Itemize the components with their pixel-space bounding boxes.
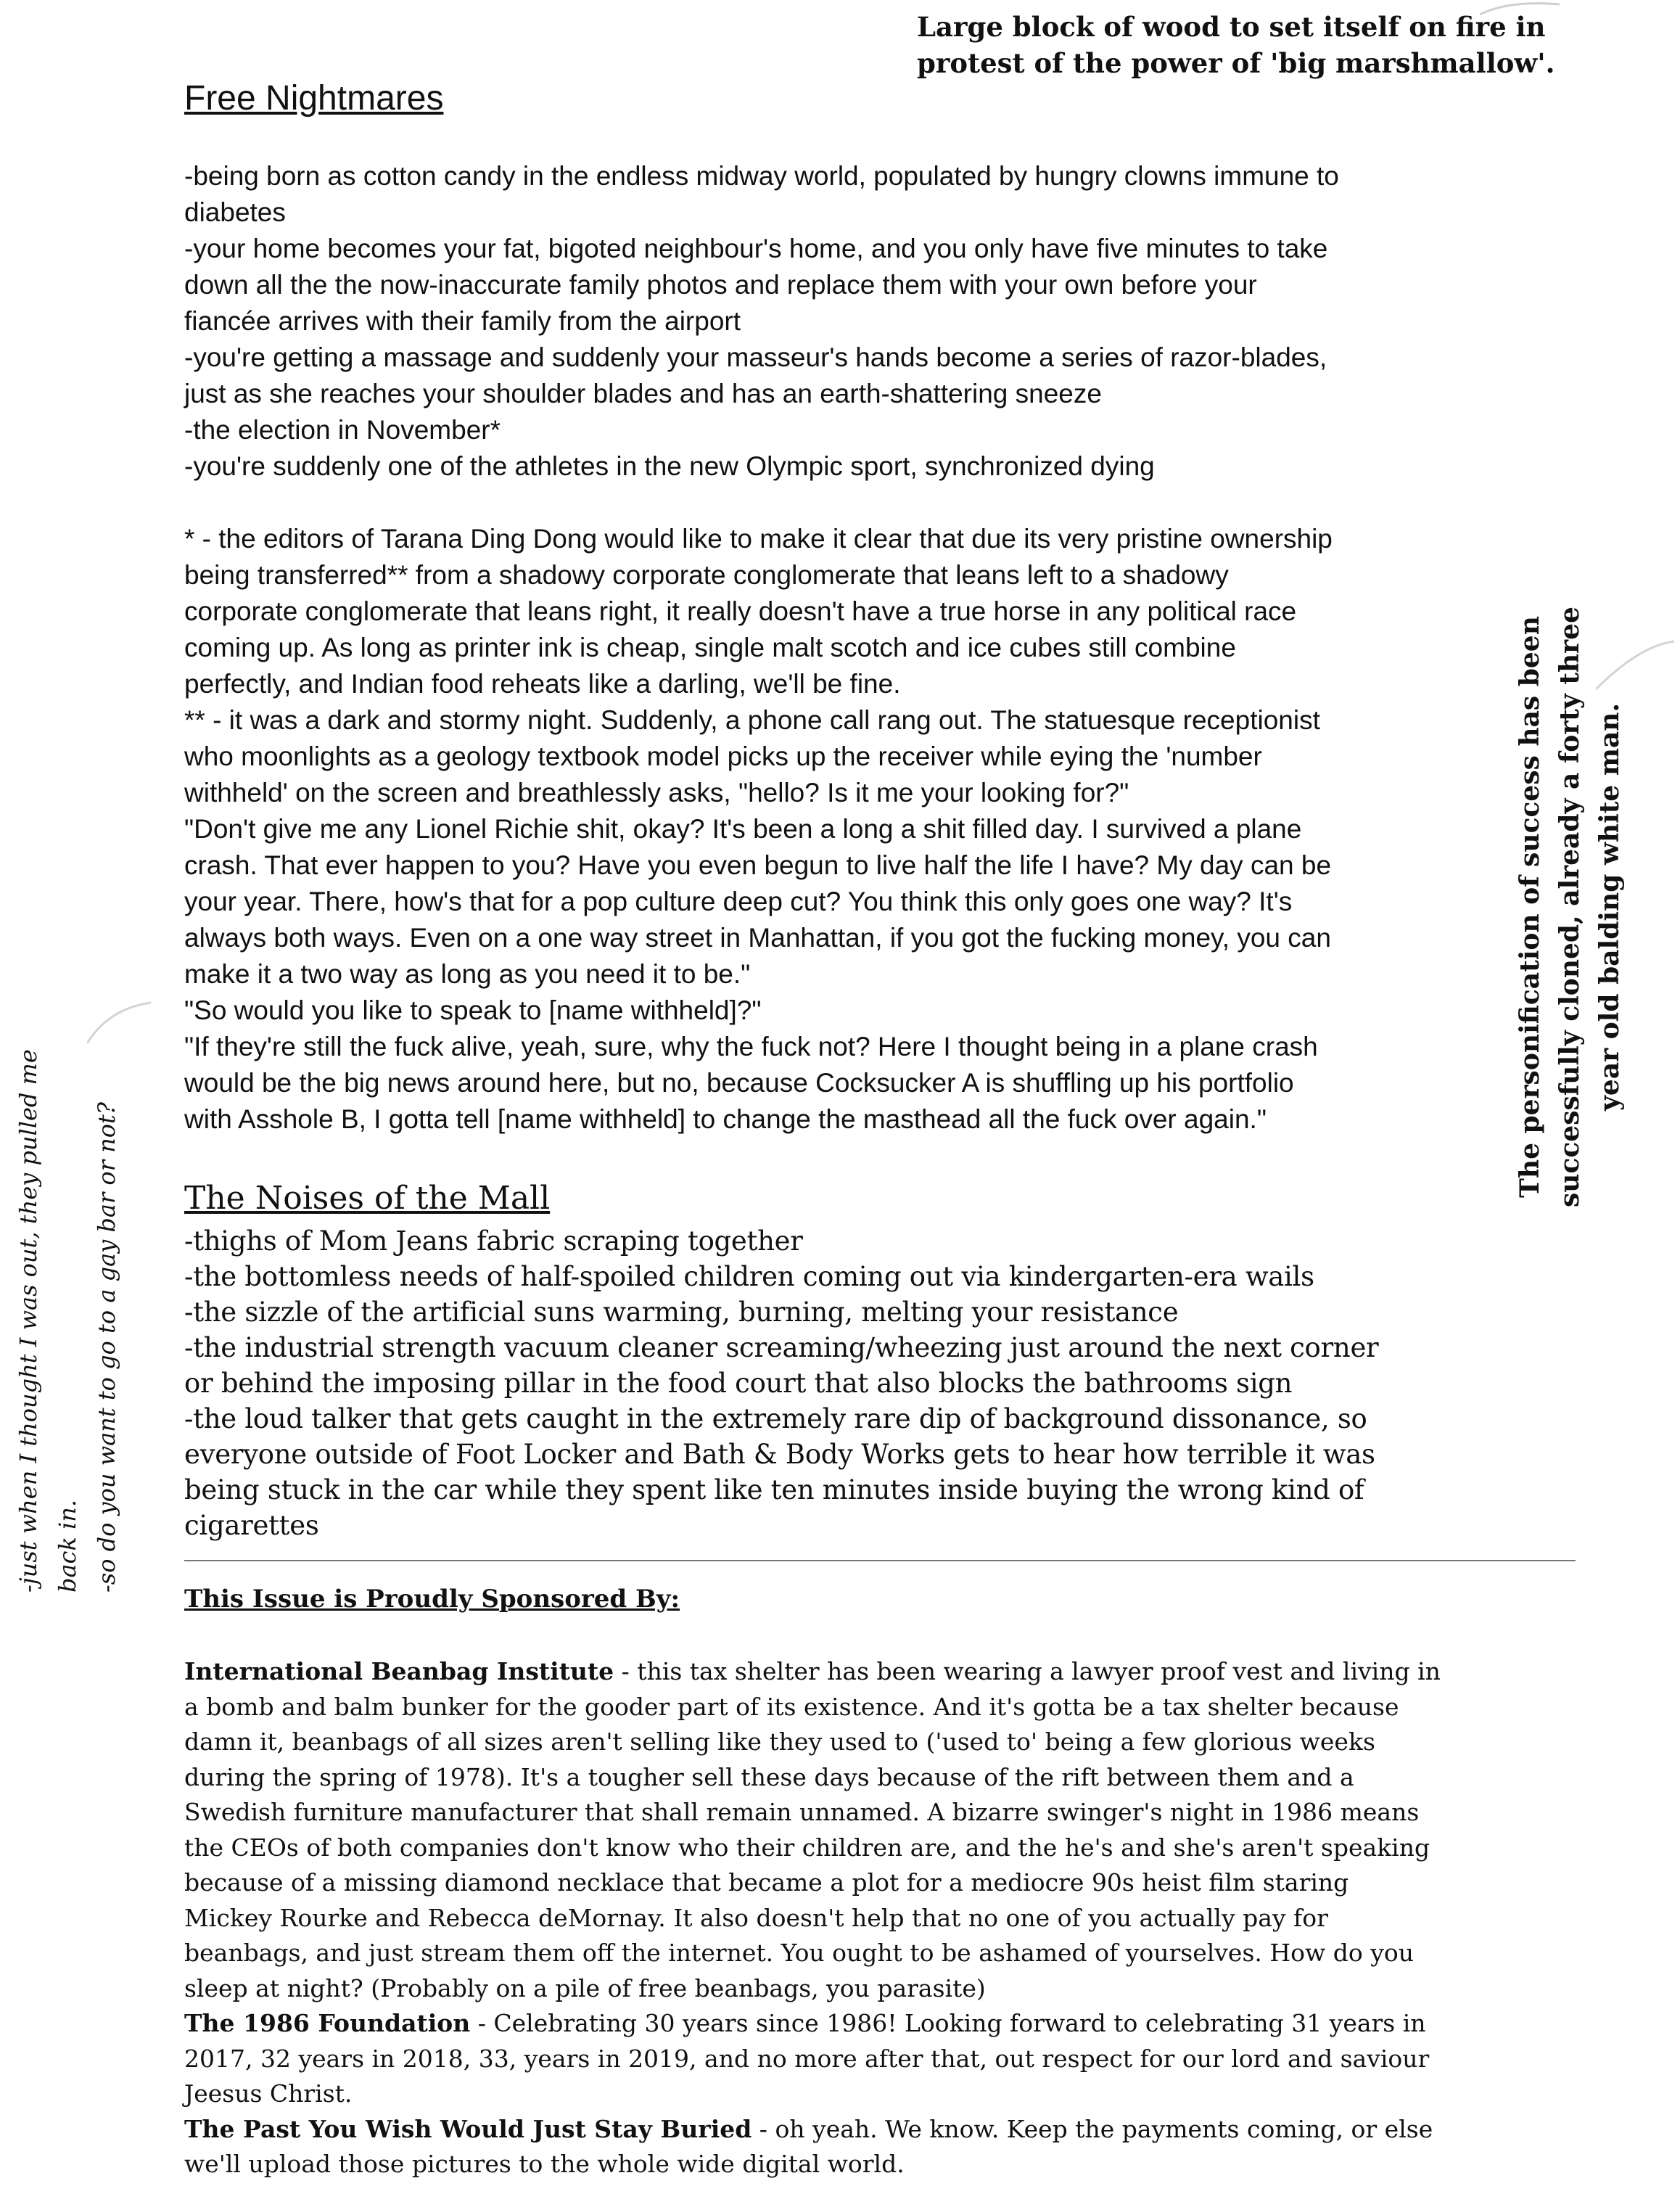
footnote-line: ** - it was a dark and stormy night. Suddenly, a phone call rang out. The statuesque receptionist xyxy=(184,705,1320,735)
footnote-line: perfectly, and Indian food reheats like a darling, we'll be fine. xyxy=(184,669,901,699)
sponsor-line: 2017, 32 years in 2018, 33, years in 2019, and no more after that, out respect for our lord and saviour xyxy=(184,2044,1430,2073)
footnote-line: "If they're still the fuck alive, yeah, sure, why the fuck not? Here I thought being in a plane crash xyxy=(184,1032,1318,1061)
section-divider xyxy=(184,1560,1576,1561)
body-line: cigarettes xyxy=(184,1510,319,1541)
sponsor-text: - Celebrating 30 years since 1986! Looking forward to celebrating 31 years in xyxy=(470,2009,1426,2037)
body-line: -the loud talker that gets caught in the extremely rare dip of background dissonance, so xyxy=(184,1403,1367,1434)
footnote-line: corporate conglomerate that leans right, it really doesn't have a true horse in any political race xyxy=(184,596,1297,626)
sponsor-text: - oh yeah. We know. Keep the payments coming, or else xyxy=(752,2114,1433,2143)
sponsor-line: we'll upload those pictures to the whole wide digital world. xyxy=(184,2150,905,2178)
body-line: or behind the imposing pillar in the food court that also blocks the bathrooms sign xyxy=(184,1368,1293,1399)
body-line: fiancée arrives with their family from the airport xyxy=(184,306,741,336)
sponsor-line: a bomb and balm bunker for the gooder part of its existence. And it's gotta be a tax shelter because xyxy=(184,1692,1399,1721)
body-line: -being born as cotton candy in the endless midway world, populated by hungry clowns immune to xyxy=(184,161,1339,191)
sponsor-name: The Past You Wish Would Just Stay Buried xyxy=(184,2114,752,2143)
left-margin-note xyxy=(9,969,126,1593)
body-line: -you're getting a massage and suddenly your masseur's hands become a series of razor-blades, xyxy=(184,342,1327,372)
body-line: -you're suddenly one of the athletes in the new Olympic sport, synchronized dying xyxy=(184,451,1155,481)
sponsor-text: - this tax shelter has been wearing a lawyer proof vest and living in xyxy=(614,1657,1441,1685)
left-note-line: -just when I thought I was out, they pulled me xyxy=(15,1049,42,1593)
footnote-line: coming up. As long as printer ink is cheap, single malt scotch and ice cubes still combine xyxy=(184,633,1236,662)
body-line: -your home becomes your fat, bigoted neighbour's home, and you only have five minutes to take xyxy=(184,234,1328,263)
left-note-line: -so do you want to go to a gay bar or not? xyxy=(93,1101,120,1593)
sponsor-first-line xyxy=(184,2112,1533,2148)
sponsor-line: Mickey Rourke and Rebecca deMornay. It also doesn't help that no one of you actually pay for xyxy=(184,1903,1328,1932)
footnote-line: "So would you like to speak to [name withheld]?" xyxy=(184,995,762,1025)
section-title-free-nightmares: Free Nightmares xyxy=(184,79,444,118)
footnote-line: withheld' on the screen and breathlessly asks, "hello? Is it me your looking for?" xyxy=(184,778,1129,808)
section-title-noises-of-the-mall: The Noises of the Mall xyxy=(184,1180,551,1217)
blank-line xyxy=(184,485,1490,521)
footnote-line: would be the big news around here, but no, because Cocksucker A is shuffling up his portfolio xyxy=(184,1068,1294,1098)
body-line: everyone outside of Foot Locker and Bath & Body Works gets to hear how terrible it was xyxy=(184,1439,1375,1470)
body-line: -the sizzle of the artificial suns warming, burning, melting your resistance xyxy=(184,1297,1179,1328)
footnote-line: who moonlights as a geology textbook model picks up the receiver while eying the 'number xyxy=(184,741,1262,771)
body-line: just as she reaches your shoulder blades and has an earth-shattering sneeze xyxy=(184,379,1102,408)
footnote-line: your year. There, how's that for a pop culture deep cut? You think this only goes one way? It's xyxy=(184,887,1293,916)
footnote-line: with Asshole B, I gotta tell [name withheld] to change the masthead all the fuck over again." xyxy=(184,1104,1267,1134)
body-line: -the election in November* xyxy=(184,415,501,445)
right-note-line: year old balding white man. xyxy=(1594,703,1625,1111)
sponsors-body xyxy=(184,1654,1533,2182)
body-line: down all the the now-inaccurate family photos and replace them with your own before your xyxy=(184,270,1257,300)
right-note-line: successfully cloned, already a forty three xyxy=(1555,607,1585,1207)
footnote-line: crash. That ever happen to you? Have you even begun to live half the life I have? My day can be xyxy=(184,850,1332,880)
footnote-line: "Don't give me any Lionel Richie shit, okay? It's been a long a shit filled day. I survived a plane xyxy=(184,814,1302,844)
sponsor-name: The 1986 Foundation xyxy=(184,2009,471,2037)
sponsor-name: International Beanbag Institute xyxy=(184,1657,614,1685)
body-line: being stuck in the car while they spent like ten minutes inside buying the wrong kind of xyxy=(184,1474,1364,1505)
footnote-line: always both ways. Even on a one way street in Manhattan, if you got the fucking money, you can xyxy=(184,923,1331,953)
sponsor-first-line xyxy=(184,1654,1533,1690)
body-line: -the bottomless needs of half-spoiled children coming out via kindergarten-era wails xyxy=(184,1261,1314,1292)
sponsor-line: during the spring of 1978). It's a tougher sell these days because of the rift between them and a xyxy=(184,1762,1354,1791)
sponsor-line: sleep at night? (Probably on a pile of free beanbags, you parasite) xyxy=(184,1973,986,2002)
body-line: -thighs of Mom Jeans fabric scraping together xyxy=(184,1225,803,1257)
decorative-curl-top xyxy=(1480,0,1567,29)
footnote-line: make it a two way as long as you need it to be." xyxy=(184,959,751,989)
top-note-line: protest of the power of 'big marshmallow'. xyxy=(917,47,1555,79)
sponsor-line: because of a missing diamond necklace that became a plot for a mediocre 90s heist film staring xyxy=(184,1868,1349,1897)
footnote-line: * - the editors of Tarana Ding Dong would like to make it clear that due its very pristine ownership xyxy=(184,524,1333,554)
body-line: -the industrial strength vacuum cleaner screaming/wheezing just around the next corner xyxy=(184,1332,1379,1363)
body-line: diabetes xyxy=(184,197,286,227)
sponsor-line: Swedish furniture manufacturer that shall remain unnamed. A bizarre swinger's night in 1986 means xyxy=(184,1798,1420,1826)
sponsor-entry xyxy=(184,1654,1533,2006)
sponsor-line: Jeesus Christ. xyxy=(184,2079,353,2108)
sponsor-entry xyxy=(184,2006,1533,2112)
sponsor-first-line xyxy=(184,2006,1533,2042)
decorative-curl-left xyxy=(87,1001,152,1045)
free-nightmares-body xyxy=(184,158,1490,1138)
sponsor-heading: This Issue is Proudly Sponsored By: xyxy=(184,1585,680,1614)
left-note-line: back in. xyxy=(54,1499,81,1593)
sponsor-entry xyxy=(184,2112,1533,2182)
noises-of-the-mall-body xyxy=(184,1223,1533,1543)
sponsor-line: beanbags, and just stream them off the internet. You ought to be ashamed of yourselves. How do you xyxy=(184,1939,1415,1967)
decorative-curl-right xyxy=(1596,638,1676,697)
right-note-line: The personification of success has been xyxy=(1515,616,1545,1198)
sponsor-line: damn it, beanbags of all sizes aren't selling like they used to ('used to' being a few glorious weeks xyxy=(184,1727,1375,1756)
top-note-line: Large block of wood to set itself on fire in xyxy=(917,11,1546,43)
footnote-line: being transferred** from a shadowy corporate conglomerate that leans left to a shadowy xyxy=(184,560,1229,590)
sponsor-line: the CEOs of both companies don't know who their children are, and the he's and she's aren't speaking xyxy=(184,1833,1430,1862)
